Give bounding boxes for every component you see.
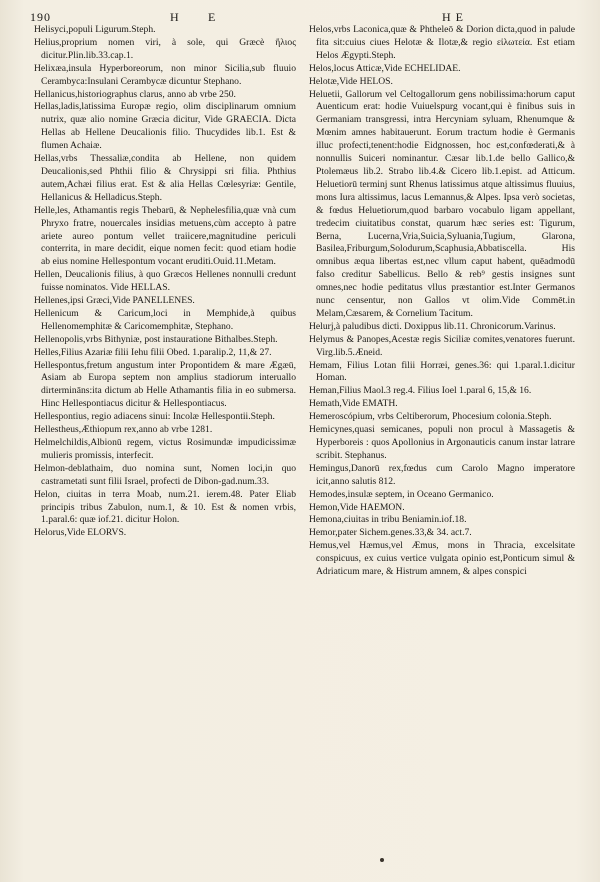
dictionary-entry: Helles,Filius Azariæ filii Iehu filii Obed. 1.paralip.2, 11,& 27. bbox=[34, 346, 272, 358]
dictionary-entry: Hemath,Vide EMATH. bbox=[309, 398, 398, 410]
dictionary-entry: Hemus,vel Hæmus,vel Æmus, mons in Thracia, excelsitate conspicuus, ex cuius vertice vulgata opinio est,Ponticum simul & Adriaticum mare, & Histrum amnem, & alpes conspici bbox=[309, 540, 575, 578]
dictionary-entry: Hellanicus,historiographus clarus, anno ab vrbe 250. bbox=[34, 88, 236, 100]
dictionary-entry: Hellen, Deucalionis filius, à quo Græcos Hellenes nonnulli credunt fuisse nominatos. Vide HELLAS. bbox=[34, 269, 296, 294]
dictionary-entry: Hemicynes,quasi semicanes, populi non procul à Massagetis & Hyperboreis : quos Apollonius in Argonauticis canum instar latrare scribit. Stephanus. bbox=[309, 424, 575, 461]
dictionary-entry: Hemona,ciuitas in tribu Beniamin.iof.18. bbox=[309, 514, 467, 526]
dictionary-entry: Heluetii, Gallorum vel Celtogallorum gens nobilissima:horum caput Auenticum erat: hodie Vuiuelspurg vocant,qui è finibus suis in Germaniam transgressi, intra Hercyniam syluam, Rhenumque & Mœnim amnes habitauerunt. Eorum tractum hodie è Germanis illuc profecti,tenent:hodie Eidgnossen, hoc est,confœderati,& à nonnullis Suiceri nominantur. Cæsar lib.1.de bello Gallico,& Ptolemæus lib.2. Strabo lib.4.& Cicero lib.1.epist. ad Atticum. Heluetiorū terminj sunt Rhenus latissimus atque altissimus fluuius, mons Iura altissimus, lacus Lemannus,& Alpes. Ipsa verò societas, & fœdus Heluetiorum,quod barbaro vocabulo ligam appellant, tredecim ciuitatibus constat, quarum hæc series est: Tigurum, Berna, Lucerna,Vria,Suicia,Syluania,Tugium, Glarona, Basilea,Friburgum,Solodurum,Scaphusia,Abbatiscella. His omnibus æqua libertas est,nec vllum caput habent, quēadmodū falso creditur Sabellicus. Bello & reb⁹ gestis insignes sunt omnes,nec hodie peditatus vllus præstantior est.Inter Germanos nunc censentur, non Gallos vt olim.Vide Commēt.in Melam,Cæsarem, & Cornelium Tacitum. bbox=[309, 88, 575, 319]
dictionary-entry: Helixæa,insula Hyperboreorum, non minor Sicilia,sub fluuio Cerambyca:Insulani Cerambycæ dicuntur Stephano. bbox=[34, 62, 296, 87]
dictionary-entry: Helmon-deblathaim, duo nomina sunt, Nomen loci,in quo castrametati sunt filii Israel, profecti de Dibon-gad.num.33. bbox=[34, 462, 296, 487]
dictionary-entry: Helymus & Panopes,Acestæ regis Siciliæ comites,venatores fuerunt. Virg.lib.5.Æneid. bbox=[309, 333, 575, 358]
dictionary-entry: Hemam, Filius Lotan filii Horræi, genes.36: qui 1.paral.1.dicitur Homan. bbox=[309, 359, 575, 384]
dictionary-entry: Hellestheus,Æthiopum rex,anno ab vrbe 1281. bbox=[34, 424, 213, 436]
dictionary-entry: Helotæ,Vide HELOS. bbox=[309, 75, 393, 87]
dictionary-entry: Helurj,à paludibus dicti. Doxippus lib.11. Chronicorum.Varinus. bbox=[309, 320, 556, 332]
dictionary-entry: Hellespontius, regio adiacens sinui: Incolæ Hellespontii.Steph. bbox=[34, 411, 275, 423]
dictionary-entry: Hellenicum & Caricum,loci in Memphide,à quibus Hellenomemphitæ & Caricomemphitæ, Stephano. bbox=[34, 307, 296, 332]
dictionary-entry: Hemor,pater Sichem.genes.33,& 34. act.7. bbox=[309, 527, 472, 539]
dictionary-entry: Hellenes,ipsi Græci,Vide PANELLENES. bbox=[34, 295, 195, 307]
right-column bbox=[309, 24, 575, 579]
dictionary-entry: Helon, ciuitas in terra Moab, num.21. ierem.48. Pater Eliab principis tribus Zabulon, num.1, & 10. Est & nomen vrbis, 1.paral.6: quæ iof.21. dicitur Holon. bbox=[34, 488, 296, 526]
dictionary-entry: Hemeroscópium, vrbs Celtiberorum, Phocesium colonia.Steph. bbox=[309, 411, 552, 423]
page-dot-mark bbox=[380, 858, 384, 862]
dictionary-entry: Helos,locus Atticæ,Vide ECHELIDAE. bbox=[309, 62, 461, 74]
left-column bbox=[34, 24, 296, 540]
center-running-letter: E bbox=[208, 10, 217, 24]
dictionary-entry: Helorus,Vide ELORVS. bbox=[34, 527, 127, 539]
dictionary-entry: Helisyci,populi Ligurum.Steph. bbox=[34, 24, 156, 35]
dictionary-entry: Hellenopolis,vrbs Bithyniæ, post instauratione Bithalbes.Steph. bbox=[34, 333, 278, 345]
right-running-heading: H E bbox=[442, 10, 464, 24]
dictionary-entry: Hemingus,Danorū rex,fœdus cum Carolo Magno imperatore icit,anno salutis 812. bbox=[309, 462, 575, 487]
dictionary-entry: Helle,les, Athamantis regis Thebarū, & Nephelesfilia,quæ vnà cum Phryxo fratre, nouercales insidias metuens,cùm accepto à patre ariete aureo pontum vellet traiicere,magnitudine periculi conterrita, in mare decidit, eique nomen fecit: quod etiam hodie ab eius nomine Hellespontum vocant eruditi.Ouid.11.Metam. bbox=[34, 204, 296, 268]
dictionary-entry: Hemodes,insulæ septem, in Oceano Germanico. bbox=[309, 488, 494, 500]
dictionary-entry: Helos,vrbs Laconica,quæ & Phtheleō & Dorion dicta,quod in palude fita sit:cuius ciues Helotæ & Ilotæ,& regio εἱλωτεία. Est etiam Helos Ægypti.Steph. bbox=[309, 24, 575, 61]
dictionary-entry: Hellas,ladis,latissima Europæ regio, olim disciplinarum omnium nutrix, quæ alio nomine Græcia dicitur, Vide GRAECIA. Dicta Hellas ab Hellene Deucalionis filio. Thucydides lib.1. Est & flumen Achaiæ. bbox=[34, 101, 296, 152]
dictionary-entry: Hellas,vrbs Thessaliæ,condita ab Hellene, non quidem Deucalionis,sed Phthii filio & Chrysippi sri filia. Phthius autem,Achæi filius erat. Est & alia Hellas Cœlesyriæ: Gentile, Hellanicus & Helladicus.Steph. bbox=[34, 153, 296, 203]
left-running-letter: H bbox=[170, 10, 180, 24]
dictionary-entry: Helius,proprium nomen viri, à sole, qui Græcè ἥλιος dicitur.Plin.lib.33.cap.1. bbox=[34, 36, 296, 61]
dictionary-entry: Heman,Filius Maol.3 reg.4. Filius Ioel 1.paral 6, 15,& 16. bbox=[309, 385, 532, 397]
dictionary-entry: Hemon,Vide HAEMON. bbox=[309, 501, 405, 513]
dictionary-entry: Hellespontus,fretum angustum inter Propontidem & mare Ægæū, Asiam ab Europa septem non amplius stadiorum interuallo dirtermināns:ita dictum ab Helle Athamantis filia in eo submersa. Hinc Hellespontiacus dicitur & Hellespontiacus. bbox=[34, 359, 296, 410]
page-number: 190 bbox=[30, 10, 51, 24]
dictionary-entry: Helmelchildis,Albionū regem, victus Rosimundæ impudicissimæ mulieris promissis, interfecit. bbox=[34, 437, 296, 461]
